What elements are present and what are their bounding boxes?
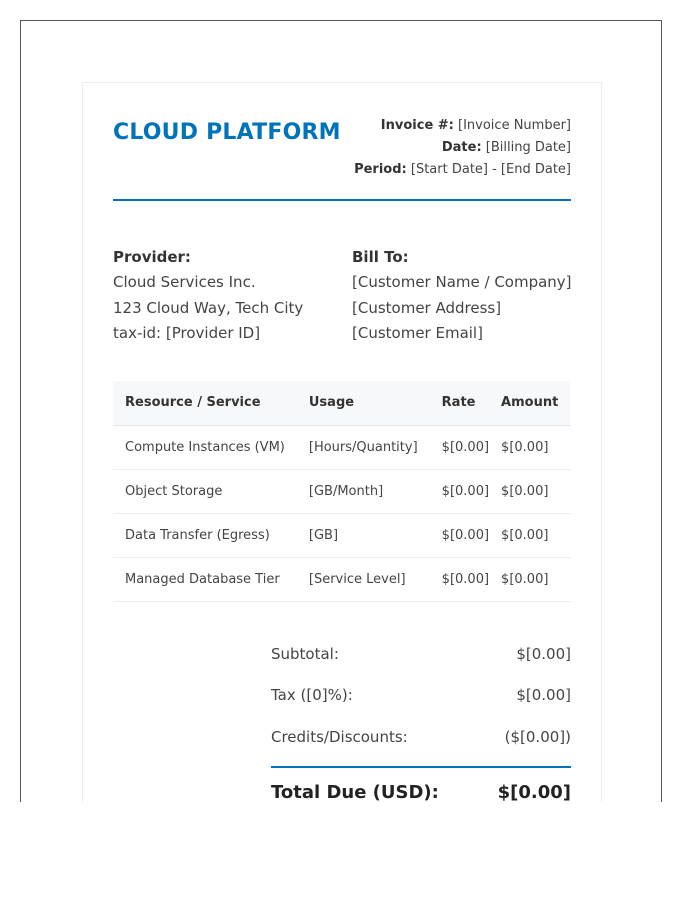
tax-value: $[0.00] <box>516 686 571 704</box>
page-frame <box>20 20 662 802</box>
table-header-row <box>113 381 571 425</box>
cell-usage: [GB/Month] <box>297 469 430 513</box>
line-items-table <box>113 381 571 602</box>
cell-amount: $[0.00] <box>495 425 571 469</box>
provider-tax-id: tax-id: [Provider ID] <box>113 324 261 342</box>
parties-section <box>113 201 571 381</box>
invoice-header <box>113 83 571 201</box>
cell-resource: Compute Instances (VM) <box>113 425 297 469</box>
provider-name: Cloud Services Inc. <box>113 273 256 291</box>
credits-row <box>271 717 571 759</box>
invoice-meta <box>354 115 571 181</box>
customer-name: [Customer Name / Company] <box>352 273 572 291</box>
credits-label: Credits/Discounts: <box>271 727 408 746</box>
customer-address: [Customer Address] <box>352 298 502 317</box>
billing-period-value: [Start Date] - [End Date] <box>410 162 571 177</box>
brand-title: CLOUD PLATFORM <box>113 120 341 145</box>
totals-section <box>271 634 571 803</box>
invoice-number-label: Invoice #: <box>380 118 454 133</box>
subtotal-row <box>271 634 571 676</box>
cell-amount: $[0.00] <box>495 469 571 513</box>
total-due-value: $[0.00] <box>497 782 571 802</box>
table-row <box>113 513 571 557</box>
provider-title: Provider: <box>113 248 191 266</box>
column-header-rate: Rate <box>430 381 495 425</box>
table-row <box>113 557 571 601</box>
cell-rate: $[0.00] <box>430 557 495 601</box>
bill-to-block <box>352 244 572 347</box>
invoice-number-value: [Invoice Number] <box>458 118 571 133</box>
invoice-document <box>82 82 602 802</box>
cell-usage: [Service Level] <box>297 557 430 601</box>
total-due-label: Total Due (USD): <box>271 782 439 802</box>
cell-resource: Data Transfer (Egress) <box>113 513 297 557</box>
cell-rate: $[0.00] <box>430 469 495 513</box>
provider-address: 123 Cloud Way, Tech City <box>113 298 304 317</box>
total-due-row <box>271 766 571 802</box>
billing-date-value: [Billing Date] <box>485 140 571 155</box>
cell-resource: Object Storage <box>113 469 297 513</box>
cell-amount: $[0.00] <box>495 557 571 601</box>
table-row <box>113 425 571 469</box>
billing-date-line <box>354 137 571 159</box>
billing-period-line <box>354 159 571 181</box>
billing-period-label: Period: <box>354 162 407 177</box>
cell-rate: $[0.00] <box>430 425 495 469</box>
invoice-number-line <box>354 115 571 137</box>
column-header-resource: Resource / Service <box>113 381 297 425</box>
credits-value: ($[0.00]) <box>504 727 571 746</box>
provider-block <box>113 244 303 347</box>
cell-resource: Managed Database Tier <box>113 557 297 601</box>
cell-rate: $[0.00] <box>430 513 495 557</box>
billing-date-label: Date: <box>441 140 482 155</box>
tax-row <box>271 675 571 717</box>
cell-usage: [GB] <box>297 513 430 557</box>
table-row <box>113 469 571 513</box>
column-header-usage: Usage <box>297 381 430 425</box>
cell-amount: $[0.00] <box>495 513 571 557</box>
tax-label: Tax ([0]%): <box>271 686 353 704</box>
subtotal-label: Subtotal: <box>271 644 339 663</box>
customer-email: [Customer Email] <box>352 324 483 342</box>
subtotal-value: $[0.00] <box>516 644 571 663</box>
column-header-amount: Amount <box>495 381 571 425</box>
invoice-content <box>113 83 571 802</box>
bill-to-title: Bill To: <box>352 248 409 266</box>
cell-usage: [Hours/Quantity] <box>297 425 430 469</box>
